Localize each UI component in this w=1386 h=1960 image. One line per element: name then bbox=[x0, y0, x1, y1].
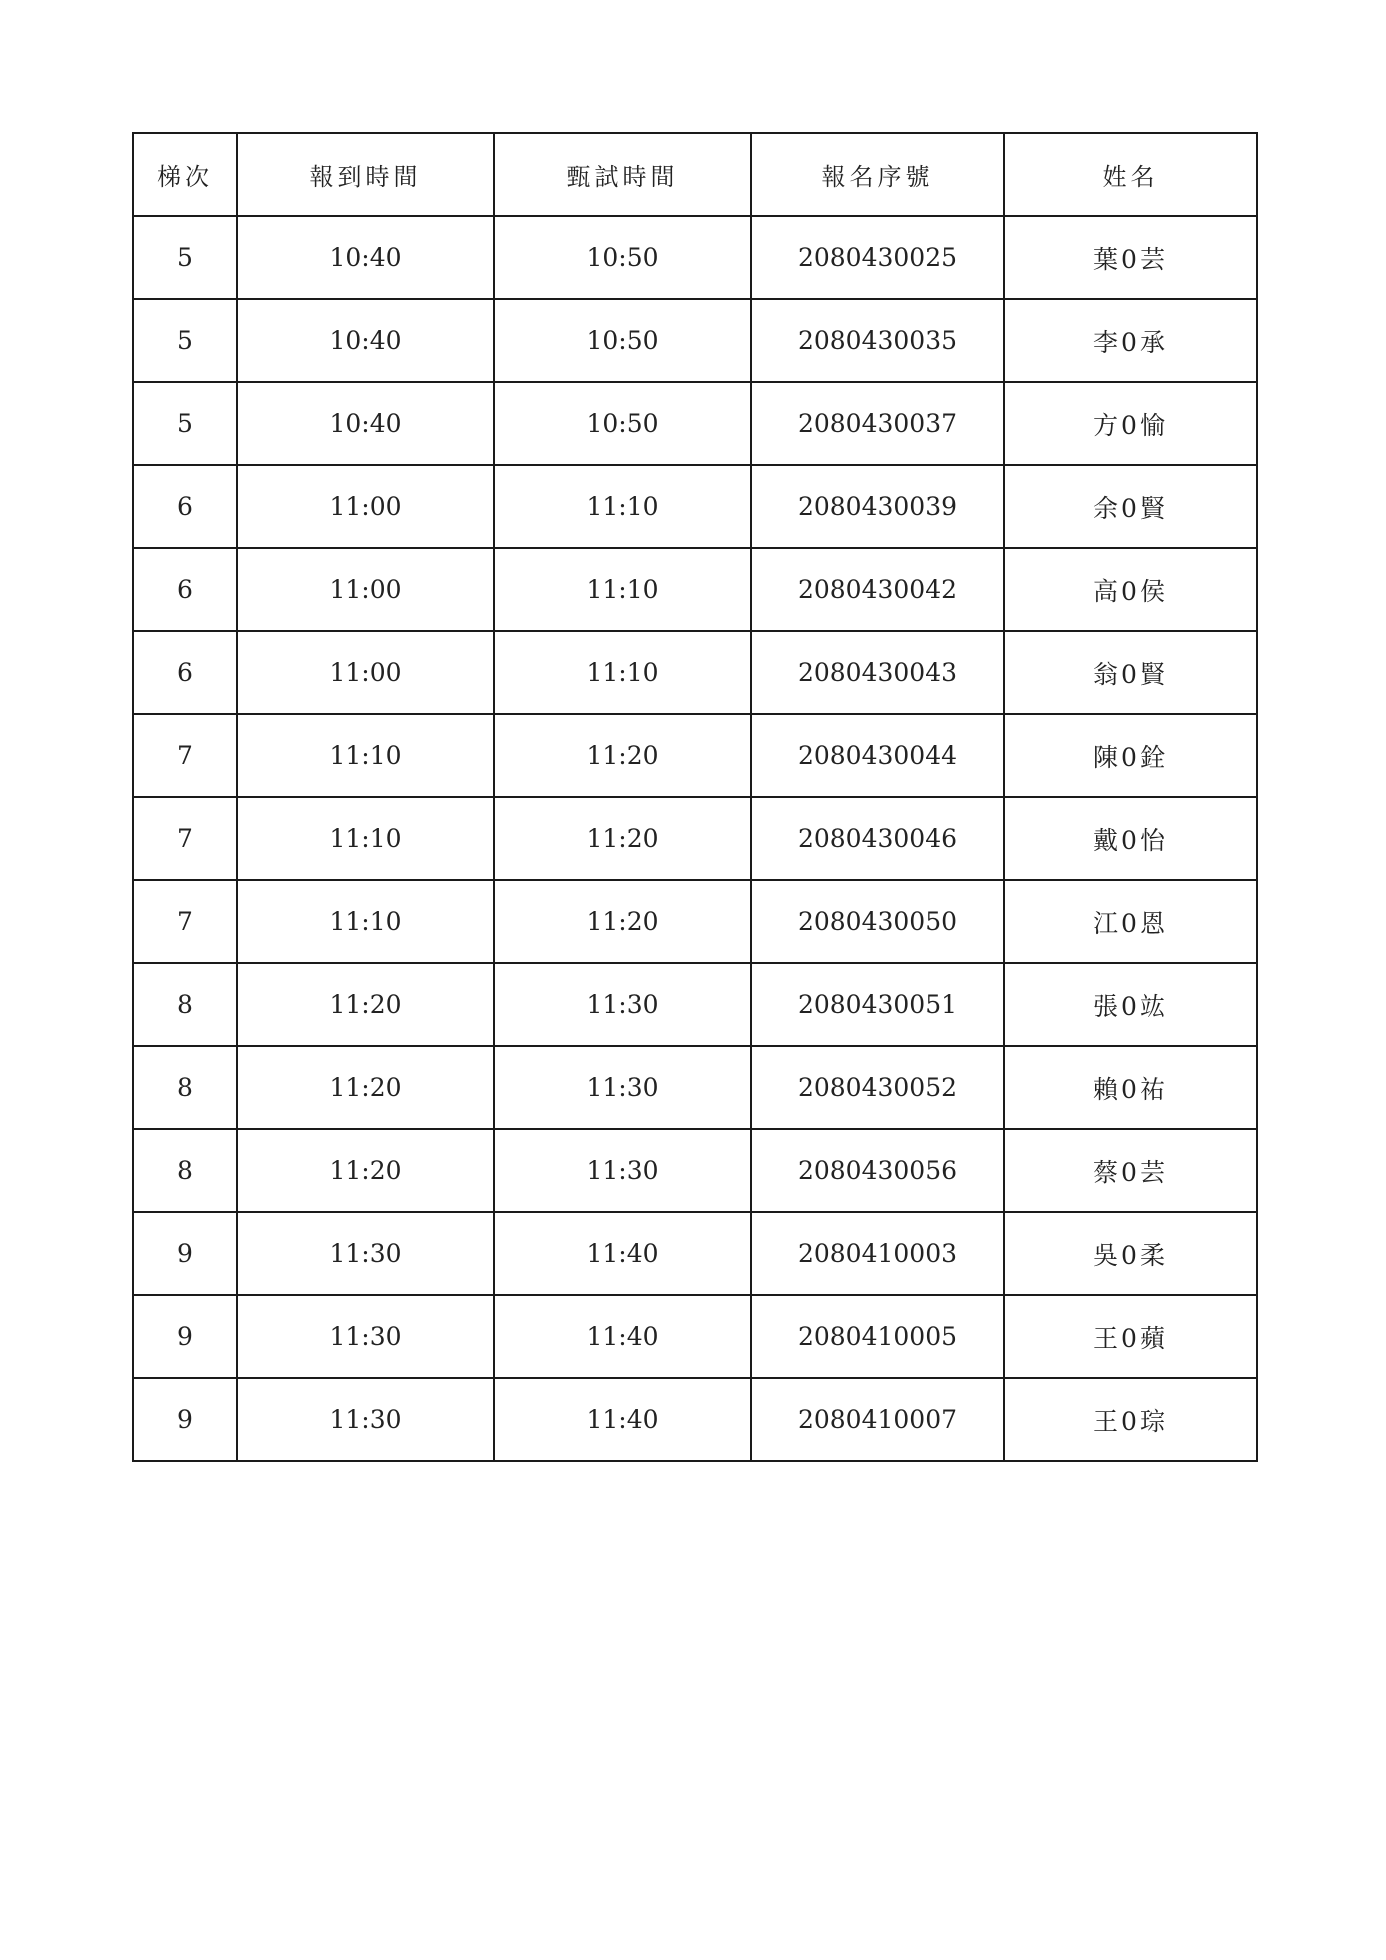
cell-registration-number: 2080430039 bbox=[751, 465, 1004, 548]
cell-exam-time: 11:40 bbox=[494, 1212, 751, 1295]
cell-exam-time: 11:30 bbox=[494, 963, 751, 1046]
cell-round: 8 bbox=[133, 963, 237, 1046]
cell-registration-number: 2080410003 bbox=[751, 1212, 1004, 1295]
cell-report-time: 11:10 bbox=[237, 880, 494, 963]
cell-registration-number: 2080430046 bbox=[751, 797, 1004, 880]
cell-round: 7 bbox=[133, 880, 237, 963]
cell-registration-number: 2080410007 bbox=[751, 1378, 1004, 1461]
cell-registration-number: 2080430043 bbox=[751, 631, 1004, 714]
cell-report-time: 11:10 bbox=[237, 797, 494, 880]
cell-name: 張0竑 bbox=[1004, 963, 1257, 1046]
cell-round: 9 bbox=[133, 1295, 237, 1378]
cell-exam-time: 11:10 bbox=[494, 465, 751, 548]
table-row bbox=[133, 1212, 1257, 1295]
table-row bbox=[133, 1129, 1257, 1212]
cell-name: 戴0怡 bbox=[1004, 797, 1257, 880]
cell-report-time: 11:00 bbox=[237, 548, 494, 631]
cell-name: 吳0柔 bbox=[1004, 1212, 1257, 1295]
cell-exam-time: 10:50 bbox=[494, 216, 751, 299]
cell-round: 9 bbox=[133, 1212, 237, 1295]
cell-name: 王0琮 bbox=[1004, 1378, 1257, 1461]
cell-name: 江0恩 bbox=[1004, 880, 1257, 963]
cell-name: 翁0賢 bbox=[1004, 631, 1257, 714]
table-row bbox=[133, 548, 1257, 631]
cell-registration-number: 2080430056 bbox=[751, 1129, 1004, 1212]
table-row bbox=[133, 1046, 1257, 1129]
cell-exam-time: 11:20 bbox=[494, 714, 751, 797]
table-row bbox=[133, 299, 1257, 382]
cell-exam-time: 11:30 bbox=[494, 1129, 751, 1212]
cell-exam-time: 11:20 bbox=[494, 797, 751, 880]
cell-round: 5 bbox=[133, 382, 237, 465]
cell-name: 高0侯 bbox=[1004, 548, 1257, 631]
cell-exam-time: 11:10 bbox=[494, 631, 751, 714]
table-body bbox=[133, 216, 1257, 1461]
cell-report-time: 11:30 bbox=[237, 1378, 494, 1461]
cell-round: 6 bbox=[133, 548, 237, 631]
exam-schedule-table bbox=[132, 132, 1258, 1462]
table-row bbox=[133, 631, 1257, 714]
cell-registration-number: 2080410005 bbox=[751, 1295, 1004, 1378]
header-row bbox=[133, 133, 1257, 216]
cell-report-time: 11:30 bbox=[237, 1212, 494, 1295]
table-header bbox=[133, 133, 1257, 216]
cell-report-time: 11:20 bbox=[237, 963, 494, 1046]
header-round: 梯次 bbox=[133, 133, 237, 216]
cell-name: 賴0祐 bbox=[1004, 1046, 1257, 1129]
cell-report-time: 11:30 bbox=[237, 1295, 494, 1378]
header-report-time: 報到時間 bbox=[237, 133, 494, 216]
table-row bbox=[133, 216, 1257, 299]
cell-name: 蔡0芸 bbox=[1004, 1129, 1257, 1212]
table-row bbox=[133, 1295, 1257, 1378]
cell-exam-time: 10:50 bbox=[494, 382, 751, 465]
cell-round: 7 bbox=[133, 714, 237, 797]
cell-registration-number: 2080430025 bbox=[751, 216, 1004, 299]
cell-round: 9 bbox=[133, 1378, 237, 1461]
cell-registration-number: 2080430052 bbox=[751, 1046, 1004, 1129]
cell-round: 6 bbox=[133, 465, 237, 548]
cell-round: 8 bbox=[133, 1129, 237, 1212]
cell-report-time: 11:20 bbox=[237, 1129, 494, 1212]
cell-registration-number: 2080430050 bbox=[751, 880, 1004, 963]
table-row bbox=[133, 714, 1257, 797]
cell-round: 7 bbox=[133, 797, 237, 880]
cell-name: 方0愉 bbox=[1004, 382, 1257, 465]
table-row bbox=[133, 382, 1257, 465]
table-row bbox=[133, 880, 1257, 963]
cell-registration-number: 2080430051 bbox=[751, 963, 1004, 1046]
table-row bbox=[133, 465, 1257, 548]
cell-exam-time: 11:30 bbox=[494, 1046, 751, 1129]
header-name: 姓名 bbox=[1004, 133, 1257, 216]
cell-exam-time: 11:40 bbox=[494, 1378, 751, 1461]
cell-registration-number: 2080430042 bbox=[751, 548, 1004, 631]
table-row bbox=[133, 797, 1257, 880]
cell-name: 余0賢 bbox=[1004, 465, 1257, 548]
cell-report-time: 10:40 bbox=[237, 216, 494, 299]
cell-report-time: 11:00 bbox=[237, 465, 494, 548]
cell-report-time: 11:20 bbox=[237, 1046, 494, 1129]
cell-name: 陳0銓 bbox=[1004, 714, 1257, 797]
cell-round: 6 bbox=[133, 631, 237, 714]
cell-name: 李0承 bbox=[1004, 299, 1257, 382]
cell-exam-time: 11:20 bbox=[494, 880, 751, 963]
cell-exam-time: 11:40 bbox=[494, 1295, 751, 1378]
cell-round: 5 bbox=[133, 299, 237, 382]
cell-exam-time: 11:10 bbox=[494, 548, 751, 631]
header-exam-time: 甄試時間 bbox=[494, 133, 751, 216]
cell-name: 王0蘋 bbox=[1004, 1295, 1257, 1378]
cell-name: 葉0芸 bbox=[1004, 216, 1257, 299]
header-registration-number: 報名序號 bbox=[751, 133, 1004, 216]
cell-report-time: 11:10 bbox=[237, 714, 494, 797]
cell-report-time: 10:40 bbox=[237, 382, 494, 465]
table-row bbox=[133, 963, 1257, 1046]
cell-report-time: 11:00 bbox=[237, 631, 494, 714]
cell-registration-number: 2080430044 bbox=[751, 714, 1004, 797]
cell-exam-time: 10:50 bbox=[494, 299, 751, 382]
cell-report-time: 10:40 bbox=[237, 299, 494, 382]
cell-registration-number: 2080430037 bbox=[751, 382, 1004, 465]
cell-registration-number: 2080430035 bbox=[751, 299, 1004, 382]
cell-round: 5 bbox=[133, 216, 237, 299]
table-row bbox=[133, 1378, 1257, 1461]
cell-round: 8 bbox=[133, 1046, 237, 1129]
